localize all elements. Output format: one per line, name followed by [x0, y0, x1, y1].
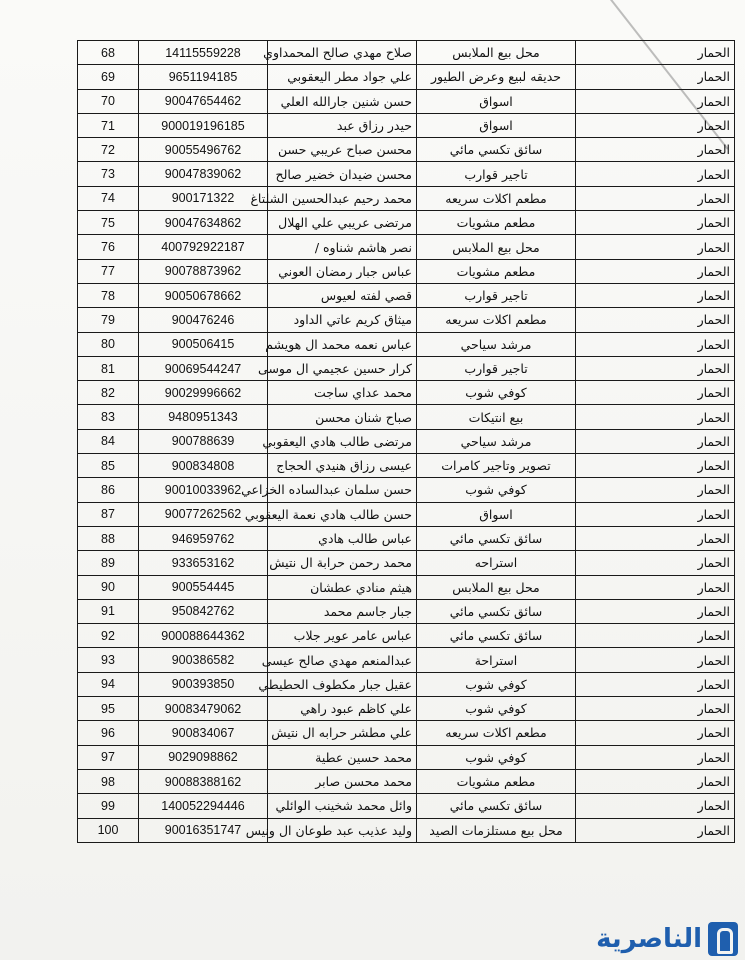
row-number: 81: [78, 356, 139, 380]
work-cell: تصوير وتاجير كامرات: [417, 454, 576, 478]
phone-cell: 900506415: [139, 332, 268, 356]
work-cell: اسواق: [417, 89, 576, 113]
name-cell: ميثاق كريم عاتي الداود: [268, 308, 417, 332]
table-row: [78, 551, 735, 575]
table-row: [78, 648, 735, 672]
name-cell: محمد رحمن حرابة ال نتيش: [268, 551, 417, 575]
area-cell: الحمار: [576, 235, 735, 259]
area-cell: الحمار: [576, 624, 735, 648]
phone-cell: 14115559228: [139, 41, 268, 65]
phone-cell: 900476246: [139, 308, 268, 332]
name-cell: علي مطشر حرابه ال نتيش: [268, 721, 417, 745]
area-cell: الحمار: [576, 332, 735, 356]
area-cell: الحمار: [576, 575, 735, 599]
phone-cell: 90088388162: [139, 769, 268, 793]
registry-table: [77, 40, 735, 843]
work-cell: مرشد سياحي: [417, 429, 576, 453]
table-row: [78, 502, 735, 526]
work-cell: استراحه: [417, 551, 576, 575]
table-row: [78, 454, 735, 478]
work-cell: حديقه لبيع وعرض الطيور: [417, 65, 576, 89]
phone-cell: 90050678662: [139, 283, 268, 307]
area-cell: الحمار: [576, 648, 735, 672]
row-number: 70: [78, 89, 139, 113]
table-row: [78, 162, 735, 186]
phone-cell: 950842762: [139, 599, 268, 623]
row-number: 89: [78, 551, 139, 575]
work-cell: سائق تكسي مائي: [417, 624, 576, 648]
site-logo: [588, 920, 738, 958]
table-row: [78, 599, 735, 623]
name-cell: نصر هاشم شناوه /: [268, 235, 417, 259]
row-number: 71: [78, 113, 139, 137]
phone-cell: 90016351747: [139, 818, 268, 842]
name-cell: مرتضى طالب هادي اليعقوبي: [268, 429, 417, 453]
table-row: [78, 235, 735, 259]
table-row: [78, 405, 735, 429]
table-row: [78, 211, 735, 235]
table-row: [78, 89, 735, 113]
work-cell: محل بيع مستلزمات الصيد: [417, 818, 576, 842]
row-number: 100: [78, 818, 139, 842]
logo-mark-icon: [708, 922, 738, 956]
row-number: 82: [78, 381, 139, 405]
name-cell: صباح شنان محسن: [268, 405, 417, 429]
name-cell: حيدر رزاق عبد: [268, 113, 417, 137]
row-number: 96: [78, 721, 139, 745]
row-number: 69: [78, 65, 139, 89]
phone-cell: 900393850: [139, 672, 268, 696]
table-row: [78, 381, 735, 405]
row-number: 95: [78, 697, 139, 721]
area-cell: الحمار: [576, 526, 735, 550]
name-cell: عيسى رزاق هنيدي الحجاج: [268, 454, 417, 478]
name-cell: وائل محمد شخينب الوائلي: [268, 794, 417, 818]
name-cell: علي كاظم عبود راهي: [268, 697, 417, 721]
area-cell: الحمار: [576, 113, 735, 137]
row-number: 94: [78, 672, 139, 696]
name-cell: هيثم منادي عطشان: [268, 575, 417, 599]
name-cell: صلاح مهدي صالح المحمداوي: [268, 41, 417, 65]
work-cell: مطعم مشويات: [417, 211, 576, 235]
phone-cell: 90047839062: [139, 162, 268, 186]
work-cell: سائق تكسي مائي: [417, 599, 576, 623]
work-cell: كوفي شوب: [417, 381, 576, 405]
area-cell: الحمار: [576, 745, 735, 769]
area-cell: الحمار: [576, 454, 735, 478]
table-row: [78, 697, 735, 721]
phone-cell: 900088644362: [139, 624, 268, 648]
area-cell: الحمار: [576, 89, 735, 113]
phone-cell: 900386582: [139, 648, 268, 672]
work-cell: مطعم اكلات سريعه: [417, 308, 576, 332]
phone-cell: 9480951343: [139, 405, 268, 429]
name-cell: عبدالمنعم مهدي صالح عيسى: [268, 648, 417, 672]
phone-cell: 140052294446: [139, 794, 268, 818]
area-cell: الحمار: [576, 283, 735, 307]
row-number: 86: [78, 478, 139, 502]
area-cell: الحمار: [576, 672, 735, 696]
work-cell: مرشد سياحي: [417, 332, 576, 356]
row-number: 78: [78, 283, 139, 307]
name-cell: كرار حسين عجيمي ال موسى: [268, 356, 417, 380]
phone-cell: 90078873962: [139, 259, 268, 283]
name-cell: حسن سلمان عبدالساده الخزاعي: [268, 478, 417, 502]
table-row: [78, 624, 735, 648]
name-cell: قصي لفته لعيوس: [268, 283, 417, 307]
work-cell: سائق تكسي مائي: [417, 138, 576, 162]
area-cell: الحمار: [576, 794, 735, 818]
logo-text: الناصرية: [596, 924, 702, 954]
phone-cell: 946959762: [139, 526, 268, 550]
table-row: [78, 672, 735, 696]
table-row: [78, 745, 735, 769]
row-number: 90: [78, 575, 139, 599]
phone-cell: 933653162: [139, 551, 268, 575]
row-number: 83: [78, 405, 139, 429]
name-cell: محسن ضيدان خضير صالح: [268, 162, 417, 186]
phone-cell: 900019196185: [139, 113, 268, 137]
table-row: [78, 308, 735, 332]
area-cell: الحمار: [576, 211, 735, 235]
work-cell: اسواق: [417, 113, 576, 137]
table-row: [78, 283, 735, 307]
name-cell: عباس عامر عوير جلاب: [268, 624, 417, 648]
phone-cell: 90055496762: [139, 138, 268, 162]
row-number: 77: [78, 259, 139, 283]
table-row: [78, 575, 735, 599]
work-cell: محل بيع الملابس: [417, 575, 576, 599]
name-cell: علي جواد مطر اليعقوبي: [268, 65, 417, 89]
table-row: [78, 818, 735, 842]
name-cell: حسن طالب هادي نعمة اليعقوبي: [268, 502, 417, 526]
row-number: 92: [78, 624, 139, 648]
name-cell: حسن شنين جارالله العلي: [268, 89, 417, 113]
row-number: 72: [78, 138, 139, 162]
work-cell: محل بيع الملابس: [417, 235, 576, 259]
table-row: [78, 794, 735, 818]
work-cell: مطعم اكلات سريعه: [417, 721, 576, 745]
phone-cell: 9651194185: [139, 65, 268, 89]
name-cell: محمد عداي ساجت: [268, 381, 417, 405]
name-cell: عباس طالب هادي: [268, 526, 417, 550]
work-cell: كوفي شوب: [417, 697, 576, 721]
area-cell: الحمار: [576, 308, 735, 332]
area-cell: الحمار: [576, 551, 735, 575]
table-row: [78, 356, 735, 380]
row-number: 84: [78, 429, 139, 453]
area-cell: الحمار: [576, 186, 735, 210]
row-number: 99: [78, 794, 139, 818]
work-cell: تاجير قوارب: [417, 356, 576, 380]
phone-cell: 900788639: [139, 429, 268, 453]
phone-cell: 90029996662: [139, 381, 268, 405]
row-number: 74: [78, 186, 139, 210]
row-number: 79: [78, 308, 139, 332]
phone-cell: 900171322: [139, 186, 268, 210]
work-cell: سائق تكسي مائي: [417, 526, 576, 550]
table-row: [78, 526, 735, 550]
row-number: 93: [78, 648, 139, 672]
area-cell: الحمار: [576, 138, 735, 162]
area-cell: الحمار: [576, 721, 735, 745]
table-row: [78, 65, 735, 89]
phone-cell: 90047654462: [139, 89, 268, 113]
work-cell: كوفي شوب: [417, 478, 576, 502]
work-cell: تاجير قوارب: [417, 283, 576, 307]
name-cell: عباس نعمه محمد ال هويشم: [268, 332, 417, 356]
row-number: 80: [78, 332, 139, 356]
area-cell: الحمار: [576, 769, 735, 793]
row-number: 75: [78, 211, 139, 235]
name-cell: جبار جاسم محمد: [268, 599, 417, 623]
phone-cell: 900834067: [139, 721, 268, 745]
area-cell: الحمار: [576, 65, 735, 89]
table-row: [78, 332, 735, 356]
phone-cell: 90047634862: [139, 211, 268, 235]
area-cell: الحمار: [576, 41, 735, 65]
area-cell: الحمار: [576, 429, 735, 453]
table-row: [78, 113, 735, 137]
row-number: 88: [78, 526, 139, 550]
phone-cell: 90010033962: [139, 478, 268, 502]
name-cell: محمد حسين عطية: [268, 745, 417, 769]
name-cell: عقيل جبار مكطوف الحطيطي: [268, 672, 417, 696]
table-row: [78, 41, 735, 65]
table-row: [78, 769, 735, 793]
phone-cell: 900834808: [139, 454, 268, 478]
table-row: [78, 478, 735, 502]
table-row: [78, 429, 735, 453]
work-cell: تاجير قوارب: [417, 162, 576, 186]
work-cell: مطعم مشويات: [417, 259, 576, 283]
work-cell: اسواق: [417, 502, 576, 526]
work-cell: كوفي شوب: [417, 745, 576, 769]
row-number: 91: [78, 599, 139, 623]
area-cell: الحمار: [576, 697, 735, 721]
area-cell: الحمار: [576, 818, 735, 842]
area-cell: الحمار: [576, 381, 735, 405]
table-row: [78, 186, 735, 210]
area-cell: الحمار: [576, 405, 735, 429]
work-cell: بيع انتيكات: [417, 405, 576, 429]
phone-cell: 900554445: [139, 575, 268, 599]
row-number: 87: [78, 502, 139, 526]
table-row: [78, 721, 735, 745]
name-cell: مرتضى عريبي علي الهلال: [268, 211, 417, 235]
table-row: [78, 138, 735, 162]
work-cell: استراحة: [417, 648, 576, 672]
row-number: 97: [78, 745, 139, 769]
row-number: 76: [78, 235, 139, 259]
row-number: 68: [78, 41, 139, 65]
work-cell: مطعم مشويات: [417, 769, 576, 793]
phone-cell: 90083479062: [139, 697, 268, 721]
work-cell: محل بيع الملابس: [417, 41, 576, 65]
area-cell: الحمار: [576, 356, 735, 380]
name-cell: محمد رحيم عبدالحسين الشلتاغ: [268, 186, 417, 210]
row-number: 73: [78, 162, 139, 186]
phone-cell: 400792922187: [139, 235, 268, 259]
name-cell: محسن صباح عريبي حسن: [268, 138, 417, 162]
name-cell: محمد محسن صابر: [268, 769, 417, 793]
table-row: [78, 259, 735, 283]
row-number: 85: [78, 454, 139, 478]
name-cell: وليد عذيب عبد طوعان ال ونيس: [268, 818, 417, 842]
area-cell: الحمار: [576, 162, 735, 186]
work-cell: سائق تكسي مائي: [417, 794, 576, 818]
area-cell: الحمار: [576, 259, 735, 283]
work-cell: مطعم اكلات سريعه: [417, 186, 576, 210]
work-cell: كوفي شوب: [417, 672, 576, 696]
area-cell: الحمار: [576, 599, 735, 623]
row-number: 98: [78, 769, 139, 793]
area-cell: الحمار: [576, 478, 735, 502]
phone-cell: 90077262562: [139, 502, 268, 526]
phone-cell: 9029098862: [139, 745, 268, 769]
phone-cell: 90069544247: [139, 356, 268, 380]
area-cell: الحمار: [576, 502, 735, 526]
name-cell: عباس جبار رمضان العوني: [268, 259, 417, 283]
